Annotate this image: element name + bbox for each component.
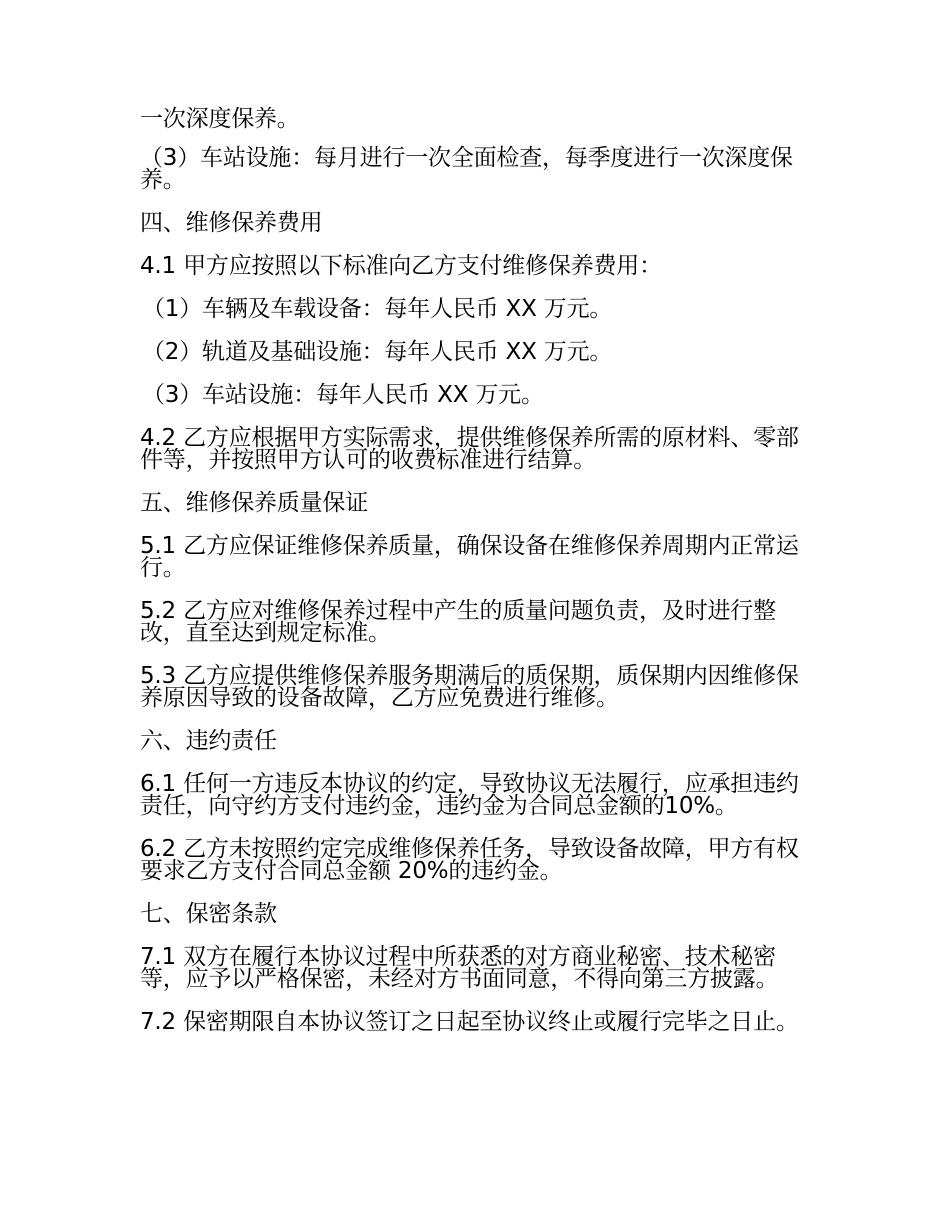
clause-6-1: 6.1 任何一方违反本协议的约定，导致协议无法履行，应承担违约责任，向守约方支付违约金，违约金为合同总金额的10%。 (140, 771, 799, 819)
clause-4-1-item-3: （3）车站设施：每年人民币 XX 万元。 (142, 382, 544, 408)
clause-6-2: 6.2 乙方未按照约定完成维修保养任务，导致设备故障，甲方有权要求乙方支付合同总金额 20%的违约金。 (140, 836, 799, 884)
clause-4-2: 4.2 乙方应根据甲方实际需求，提供维修保养所需的原材料、零部件等，并按照甲方认可的收费标准进行结算。 (140, 425, 799, 473)
paragraph-continuation: 一次深度保养。 (140, 106, 300, 132)
section-heading-fees: 四、维修保养费用 (140, 210, 323, 236)
clause-4-1: 4.1 甲方应按照以下标准向乙方支付维修保养费用： (140, 253, 662, 279)
clause-5-2: 5.2 乙方应对维修保养过程中产生的质量问题负责，及时进行整改，直至达到规定标准。 (140, 598, 776, 646)
clause-4-1-item-2: （2）轨道及基础设施：每年人民币 XX 万元。 (142, 339, 613, 365)
clause-4-1-item-1: （1）车辆及车载设备：每年人民币 XX 万元。 (142, 296, 613, 322)
paragraph-station-facilities-schedule: （3）车站设施：每月进行一次全面检查，每季度进行一次深度保养。 (140, 145, 793, 193)
clause-5-1: 5.1 乙方应保证维修保养质量，确保设备在维修保养周期内正常运行。 (140, 533, 799, 581)
section-heading-confidentiality: 七、保密条款 (140, 901, 277, 927)
clause-7-2: 7.2 保密期限自本协议签订之日起至协议终止或履行完毕之日止。 (140, 1009, 799, 1035)
clause-5-3: 5.3 乙方应提供维修保养服务期满后的质保期，质保期内因维修保养原因导致的设备故障，乙方应免费进行维修。 (140, 663, 799, 711)
clause-7-1: 7.1 双方在履行本协议过程中所获悉的对方商业秘密、技术秘密等，应予以严格保密，未经对方书面同意，不得向第三方披露。 (140, 944, 779, 992)
section-heading-liability: 六、违约责任 (140, 728, 277, 754)
document-body (140, 108, 812, 1033)
section-heading-quality: 五、维修保养质量保证 (140, 490, 369, 516)
